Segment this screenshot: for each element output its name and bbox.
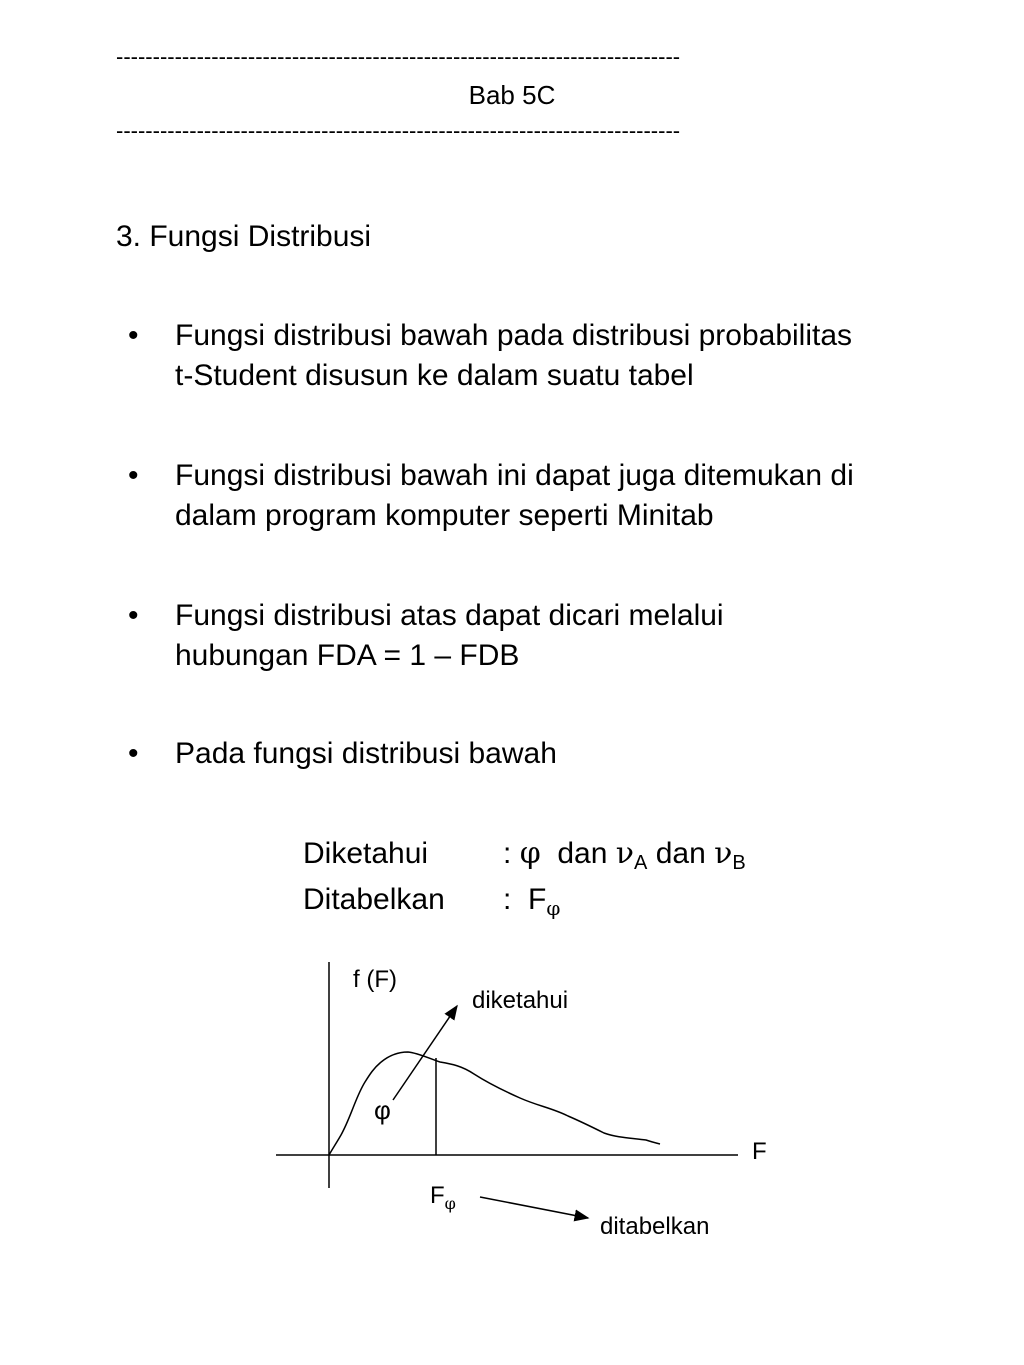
diketahui-label: diketahui <box>472 987 569 1014</box>
bullet-dot: • <box>128 459 139 492</box>
given-label: Diketahui <box>303 837 429 870</box>
header-dashes-bottom: ----------------------------------------------------------------------------- <box>116 118 681 143</box>
bullet-line: Fungsi distribusi bawah ini dapat juga ditemukan di <box>175 459 854 492</box>
quantile-label <box>430 1182 456 1213</box>
tabulated-f: F <box>528 883 547 916</box>
chapter-title: Bab 5C <box>468 80 556 110</box>
ditabelkan-arrow <box>480 1197 588 1218</box>
bullet-line: hubungan FDA = 1 – FDB <box>175 639 520 672</box>
phi-symbol: φ <box>519 836 541 871</box>
bullet-line: Fungsi distribusi bawah pada distribusi probabilitas <box>175 319 853 352</box>
nu-subscript-a: A <box>634 852 648 874</box>
bullet-dot: • <box>128 737 139 770</box>
given-dan: dan <box>655 837 706 870</box>
tabulated-label: Ditabelkan <box>303 883 445 916</box>
bullet-line: Fungsi distribusi atas dapat dicari melalui <box>175 599 724 632</box>
given-colon: : <box>503 837 512 870</box>
tabulated-subscript-phi: φ <box>546 896 561 920</box>
given-dan: dan <box>557 837 608 870</box>
area-phi-label: φ <box>374 1095 391 1125</box>
x-axis-label: F <box>752 1138 767 1165</box>
nu-symbol: ν <box>714 836 733 871</box>
bullet-line: t-Student disusun ke dalam suatu tabel <box>175 359 694 392</box>
bullet-line: dalam program komputer seperti Minitab <box>175 499 714 532</box>
bullet-dot: • <box>128 319 139 352</box>
tabulated-colon: : <box>503 883 512 916</box>
header-dashes-top: ----------------------------------------------------------------------------- <box>116 44 681 69</box>
bullet-dot: • <box>128 599 139 632</box>
quantile-subscript-phi: φ <box>444 1194 456 1213</box>
quantile-f: F <box>430 1182 445 1209</box>
bullet-line: Pada fungsi distribusi bawah <box>175 737 557 770</box>
section-title: 3. Fungsi Distribusi <box>116 220 372 253</box>
nu-symbol: ν <box>615 836 635 871</box>
ditabelkan-label: ditabelkan <box>600 1213 710 1240</box>
y-axis-label: f (F) <box>353 966 397 993</box>
nu-subscript-b: B <box>732 852 746 874</box>
